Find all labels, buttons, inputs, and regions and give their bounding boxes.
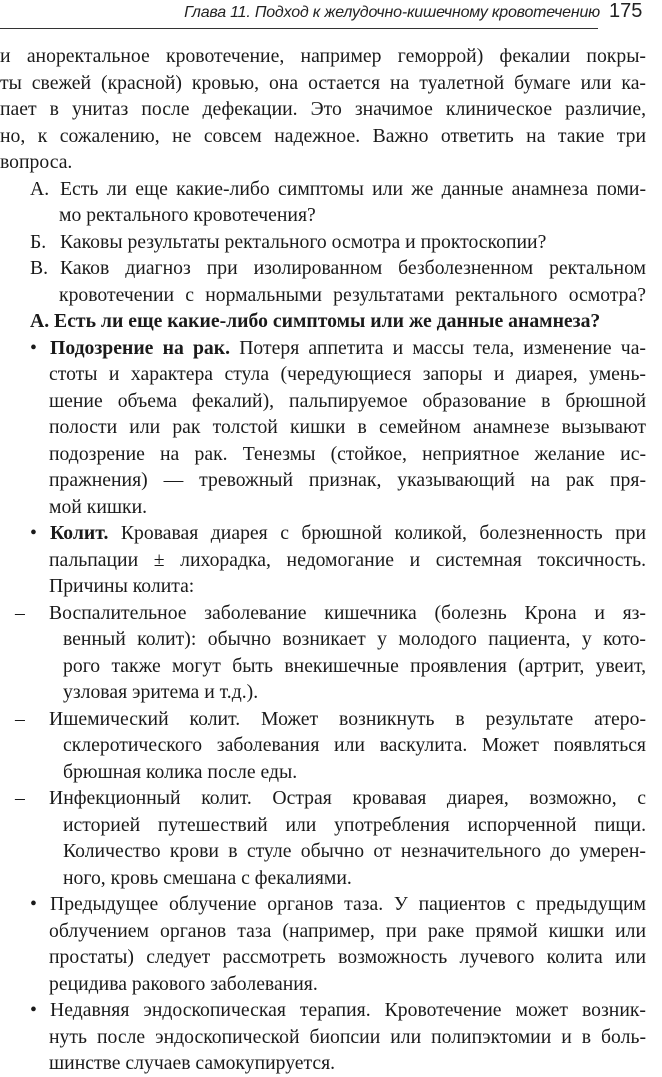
text-line: простаты) следует рассмотреть возможность лучевого колита или [49, 946, 646, 968]
bold-lead: Подозрение на рак. [50, 336, 231, 359]
text-line: но, к сожалению, не совсем надежное. Важно ответить на такие три [0, 124, 646, 147]
text-line: облучением органов таза (например, при раке прямой кишки или [49, 919, 646, 942]
text-line: пражнения) — тревожный признак, указывающий на рак пря- [49, 469, 646, 491]
list-marker: Б. [30, 230, 47, 253]
text-line: и аноректальное кровотечение, например геморрой) фекалии покры- [0, 45, 646, 67]
page-number: 175 [609, 0, 643, 22]
dash-item-infectious [0, 785, 646, 812]
bullet-marker: • [30, 999, 37, 1021]
dash-marker: – [15, 787, 25, 809]
question-b [0, 229, 646, 256]
text-line: Воспалительное заболевание кишечника (болезнь Крона и яз- [49, 601, 646, 624]
bullet-marker: • [30, 522, 37, 544]
header-rule [0, 28, 598, 29]
text-line: Инфекционный колит. Острая кровавая диарея, возможно, с [49, 787, 646, 809]
bullet-marker: • [30, 893, 37, 915]
text-line: Кровавая диарея с брюшной коликой, болезненность при [108, 522, 646, 544]
text-line: Предыдущее облучение органов таза. У пациентов с предыдущим [50, 893, 646, 915]
section-heading [0, 308, 646, 335]
text-line: Потеря аппетита и массы тела, изменение ча- [230, 336, 646, 359]
text-line: шинстве случаев самокупируется. [49, 1052, 336, 1074]
text-line: шение объема фекалий), пальпируемое образование в брюшной [49, 389, 646, 412]
running-header [0, 0, 662, 34]
heading-text: А. Есть ли еще какие-либо симптомы или же данные анамнеза? [30, 310, 601, 332]
text-line: кровотечении с нормальными результатами ректального осмотра? [59, 283, 646, 306]
dash-item-ibd [0, 600, 646, 627]
text-line: Причины колита: [49, 575, 195, 597]
chapter-title: Глава 11. Подход к желудочно-кишечному кровотечению [184, 4, 600, 21]
text-line: вопроса. [0, 151, 73, 173]
text-line: Ишемический колит. Может возникнуть в результате атеро- [49, 707, 646, 730]
dash-item-ischemic [0, 706, 646, 733]
text-line: Недавняя эндоскопическая терапия. Кровотечение может возник- [50, 999, 646, 1021]
text-line: стоты и характера стула (чередующиеся запоры и диарея, умень- [49, 363, 646, 385]
bullet-marker: • [30, 336, 37, 359]
bold-lead: Колит. [50, 522, 109, 544]
text-line: Есть ли еще какие-либо симптомы или же данные анамнеза поми- [60, 177, 646, 200]
text-line: подозрение на рак. Тенезмы (стойкое, неприятное желание ис- [49, 442, 646, 465]
list-marker: В. [30, 257, 49, 279]
bullet-endoscopy [0, 997, 646, 1024]
text-line: узловая эритема и т.д.). [63, 681, 259, 703]
text-line: рецидива ракового заболевания. [49, 972, 318, 995]
page-body [0, 43, 646, 1077]
text-line: Каков диагноз при изолированном безболезненном ректальном [60, 257, 646, 279]
question-a [0, 176, 646, 203]
text-line: мой кишки. [49, 495, 148, 518]
dash-marker: – [15, 601, 25, 624]
text-line: склеротического заболевания или васкулита. Может появляться [63, 734, 646, 756]
text-line: брюшная колика после еды. [63, 760, 298, 783]
text-line: венный колит): обычно возникает у молодого пациента, у кото- [63, 628, 646, 650]
bullet-colitis [0, 520, 646, 547]
text-line: пальпации ± лихорадка, недомогание и системная токсичность. [49, 548, 646, 571]
text-line: Количество крови в стуле обычно от незначительного до умерен- [63, 840, 646, 862]
text-line: мо ректального кровотечения? [59, 204, 316, 226]
text-line: ты свежей (красной) кровью, она остается на туалетной бумаге или ка- [0, 71, 646, 94]
text-line: пает в унитаз после дефекации. Это значимое клиническое различие, [0, 98, 646, 120]
text-line: нуть после эндоскопической биопсии или полипэктомии и в боль- [49, 1025, 646, 1048]
dash-marker: – [15, 707, 25, 730]
text-line: Каковы результаты ректального осмотра и проктоскопии? [60, 230, 547, 253]
text-line: ного, кровь смешана с фекалиями. [63, 866, 352, 889]
bullet-cancer [0, 335, 646, 362]
question-v [0, 255, 646, 282]
text-line: рого также могут быть внекишечные проявления (артрит, увеит, [63, 654, 646, 677]
list-marker: А. [30, 177, 50, 200]
text-line: историей путешествий или употребления испорченной пищи. [63, 813, 646, 836]
text-line: полости или рак толстой кишки в семейном анамнезе вызывают [49, 416, 646, 438]
bullet-radiation [0, 891, 646, 918]
